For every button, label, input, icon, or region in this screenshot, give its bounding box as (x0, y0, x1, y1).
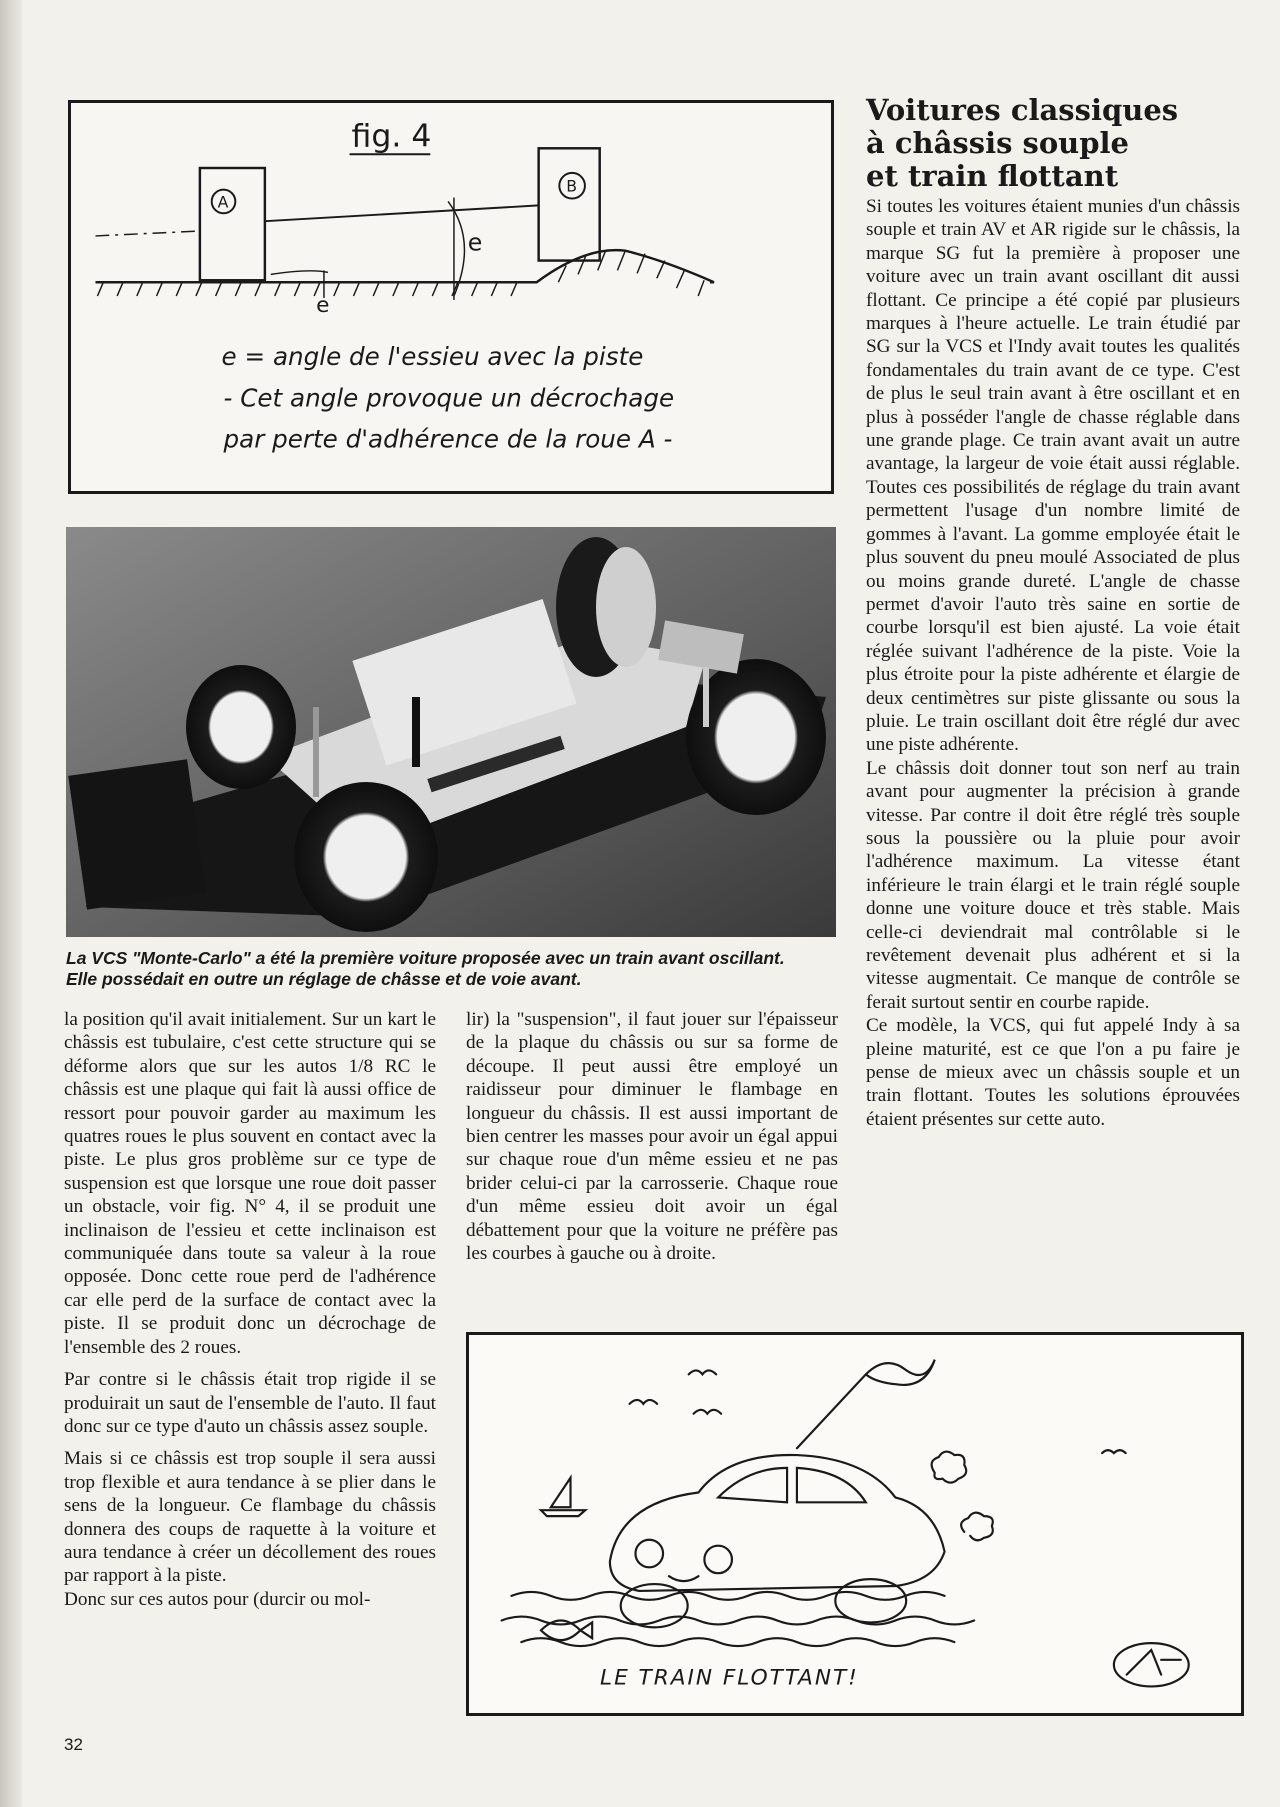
paragraph: Ce modèle, la VCS, qui fut appelé Indy à sa pleine maturité, est ce que l'on a pu faire je pense de mieux avec un châssis souple et un train flottant. Toutes les solutions éprouvées étaient présentes sur cette auto. (866, 1015, 1240, 1130)
wave-1 (511, 1592, 944, 1600)
bird-4 (1102, 1450, 1126, 1453)
sailboat-sail (551, 1478, 571, 1508)
ground-line (95, 250, 713, 282)
headline-line1: Voitures classiques (866, 93, 1179, 127)
article-column-2 (466, 1008, 838, 1274)
axle-line (265, 205, 539, 221)
headline-line3: et train flottant (866, 159, 1119, 193)
car-smile (669, 1576, 699, 1581)
paragraph: Donc sur ces autos pour (durcir ou mol- (64, 1588, 371, 1610)
cartoon-caption: LE TRAIN FLOTTANT! (600, 1665, 859, 1691)
angle-arc-1 (271, 271, 328, 275)
page-number: 32 (64, 1735, 83, 1754)
cartoon-illustration (466, 1332, 1244, 1716)
car-body (610, 1455, 945, 1591)
car-headlight-left (635, 1540, 663, 1568)
figure-4-drawing (71, 103, 831, 491)
wheel-b-label: B (566, 176, 578, 196)
wheel-a-box (200, 168, 265, 280)
photo-caption-line2: Elle possédait en outre un réglage de châsse et de voie avant. (66, 969, 582, 989)
car-window-1 (718, 1468, 787, 1502)
figure-text-line3: par perte d'adhérence de la roue A - (223, 424, 673, 454)
paragraph: la position qu'il avait initialement. Sur un kart le châssis est tubulaire, c'est cette structure qui se déforme alors que sur les autos 1/8 RC le châssis est une plaque qui fait là aussi office de ressort pour pouvoir garder au maximum les quatres roues le plus souvent en contact avec la piste. Le plus gros problème sur ce type de suspension est que lorsque une roue doit passer un obstacle, voir fig. N° 4, il se produit une inclinaison de l'essieu et cette inclinaison est communiquée dans toute sa valeur à la roue opposée. Donc cette roue perd de l'adhérence car elle perd de la surface de contact avec la piste. Il se produit donc un décrochage de l'ensemble des 2 roues. (64, 1009, 436, 1358)
antenna-flag (866, 1360, 935, 1385)
figure-text-line1: e = angle de l'essieu avec la piste (221, 341, 644, 371)
artist-signature-mark (1127, 1650, 1181, 1675)
section-headline (866, 94, 1246, 193)
car-headlight-right (704, 1546, 732, 1574)
paragraph: Mais si ce châssis est trop souple il sera aussi trop flexible et aura tendance à se plier dans le sens de la longueur. Ce flambage du châssis donnera des coups de raquette à la voiture et aura tendance à créer un décollement des roues par rapport à la piste. (64, 1448, 436, 1587)
bird-2 (630, 1400, 658, 1404)
engine-puff-1 (932, 1452, 967, 1483)
wheel-b-box (539, 148, 600, 260)
paragraph: Le châssis doit donner tout son nerf au train avant pour augmenter la précision à grande vitesse. Par contre il doit être réglé très souple sous la poussière ou la pluie pour avoir l'adhérence maximum. La vitesse étant inférieure le train élargi et le train réglé souple donne une voiture douce et très stable. Mais celle-ci deviendrait mal contrôlable si le revêtement devenait plus adhérent et si la vitesse augmentait. Ce manque de contrôle se ferait surtout sentir en courbe rapide. (866, 757, 1240, 1013)
headline-line2: à châssis souple (866, 126, 1130, 160)
article-column-3 (866, 195, 1240, 1131)
photo-caption-line1: La VCS "Monte-Carlo" a été la première voiture proposée avec un train avant oscillant. (66, 948, 785, 968)
wave-3 (521, 1638, 954, 1646)
car-window-2 (797, 1468, 866, 1502)
paragraph: Si toutes les voitures étaient munies d'un châssis souple et train AV et AR rigide sur le châssis, la marque SG fut la première à proposer une voiture avec un train avant oscillant dit aussi flottant. Ce principe a été copié par plusieurs marques à l'heure actuelle. Le train étudié par SG sur la VCS et l'Indy avait toutes les qualités fondamentales du train avant de ce type. C'est de plus le seul train avant à être oscillant et en plus à posséder l'angle de chasse réglable dans une grande plage. Ce train avant avait un autre avantage, la largeur de voie était aussi réglable. Toutes ces possibilités de réglage du train avant permettent l'usage d'un nombre limité de gommes à l'avant. La gomme employée était le plus souvent du pneu moulé Associated de plus ou moins grande dureté. L'angle de chasse permet d'avoir l'auto très saine en sortie de courbe lorsqu'il est bien ajusté. La voie était réglée suivant l'adhérence de la piste. Voie la plus étroite pour la piste adhérente et élargie de deux centimètres sur piste glissante ou sous la pluie. Le train oscillant doit être réglé dur avec une piste adhérente. (866, 196, 1240, 756)
bird-1 (689, 1370, 717, 1374)
reference-line (95, 231, 199, 236)
angle-label-ground: e (316, 292, 330, 318)
paragraph: Par contre si le châssis était trop rigide il se produirait un saut de l'ensemble de l'auto. Il faut donc sur ce type d'auto un châssis assez souple. (64, 1369, 436, 1437)
angle-label-axle: e (467, 228, 483, 257)
ground-hatching (97, 251, 704, 296)
sailboat-hull (541, 1510, 585, 1516)
bird-3 (694, 1410, 722, 1414)
cartoon-drawing (469, 1335, 1241, 1713)
figure-4-diagram (68, 100, 834, 494)
car-photo-image (66, 527, 836, 937)
paragraph: lir) la "suspension", il faut jouer sur l'épaisseur de la plaque du châssis ou sur sa forme de découpe. Il peut aussi être employé un raidisseur pour diminuer le flambage en longueur du châssis. Il est aussi important de bien centrer les masses pour avoir un égal appui sur chaque roue d'un même essieu et ne pas brider celui-ci par la carrosserie. Chaque roue d'un même essieu doit avoir un égal débattement pour que la voiture ne préfère pas les courbes à gauche ou à droite. (466, 1009, 838, 1265)
article-column-1 (64, 1008, 436, 1620)
car-photo (66, 527, 836, 937)
wheel-a-label: A (217, 192, 229, 212)
antenna (797, 1374, 866, 1448)
figure-title: fig. 4 (351, 118, 432, 155)
figure-text-line2: - Cet angle provoque un décrochage (223, 383, 675, 413)
engine-puff-2 (961, 1513, 993, 1541)
photo-caption (66, 948, 846, 990)
page-edge-shadow (0, 0, 22, 1807)
